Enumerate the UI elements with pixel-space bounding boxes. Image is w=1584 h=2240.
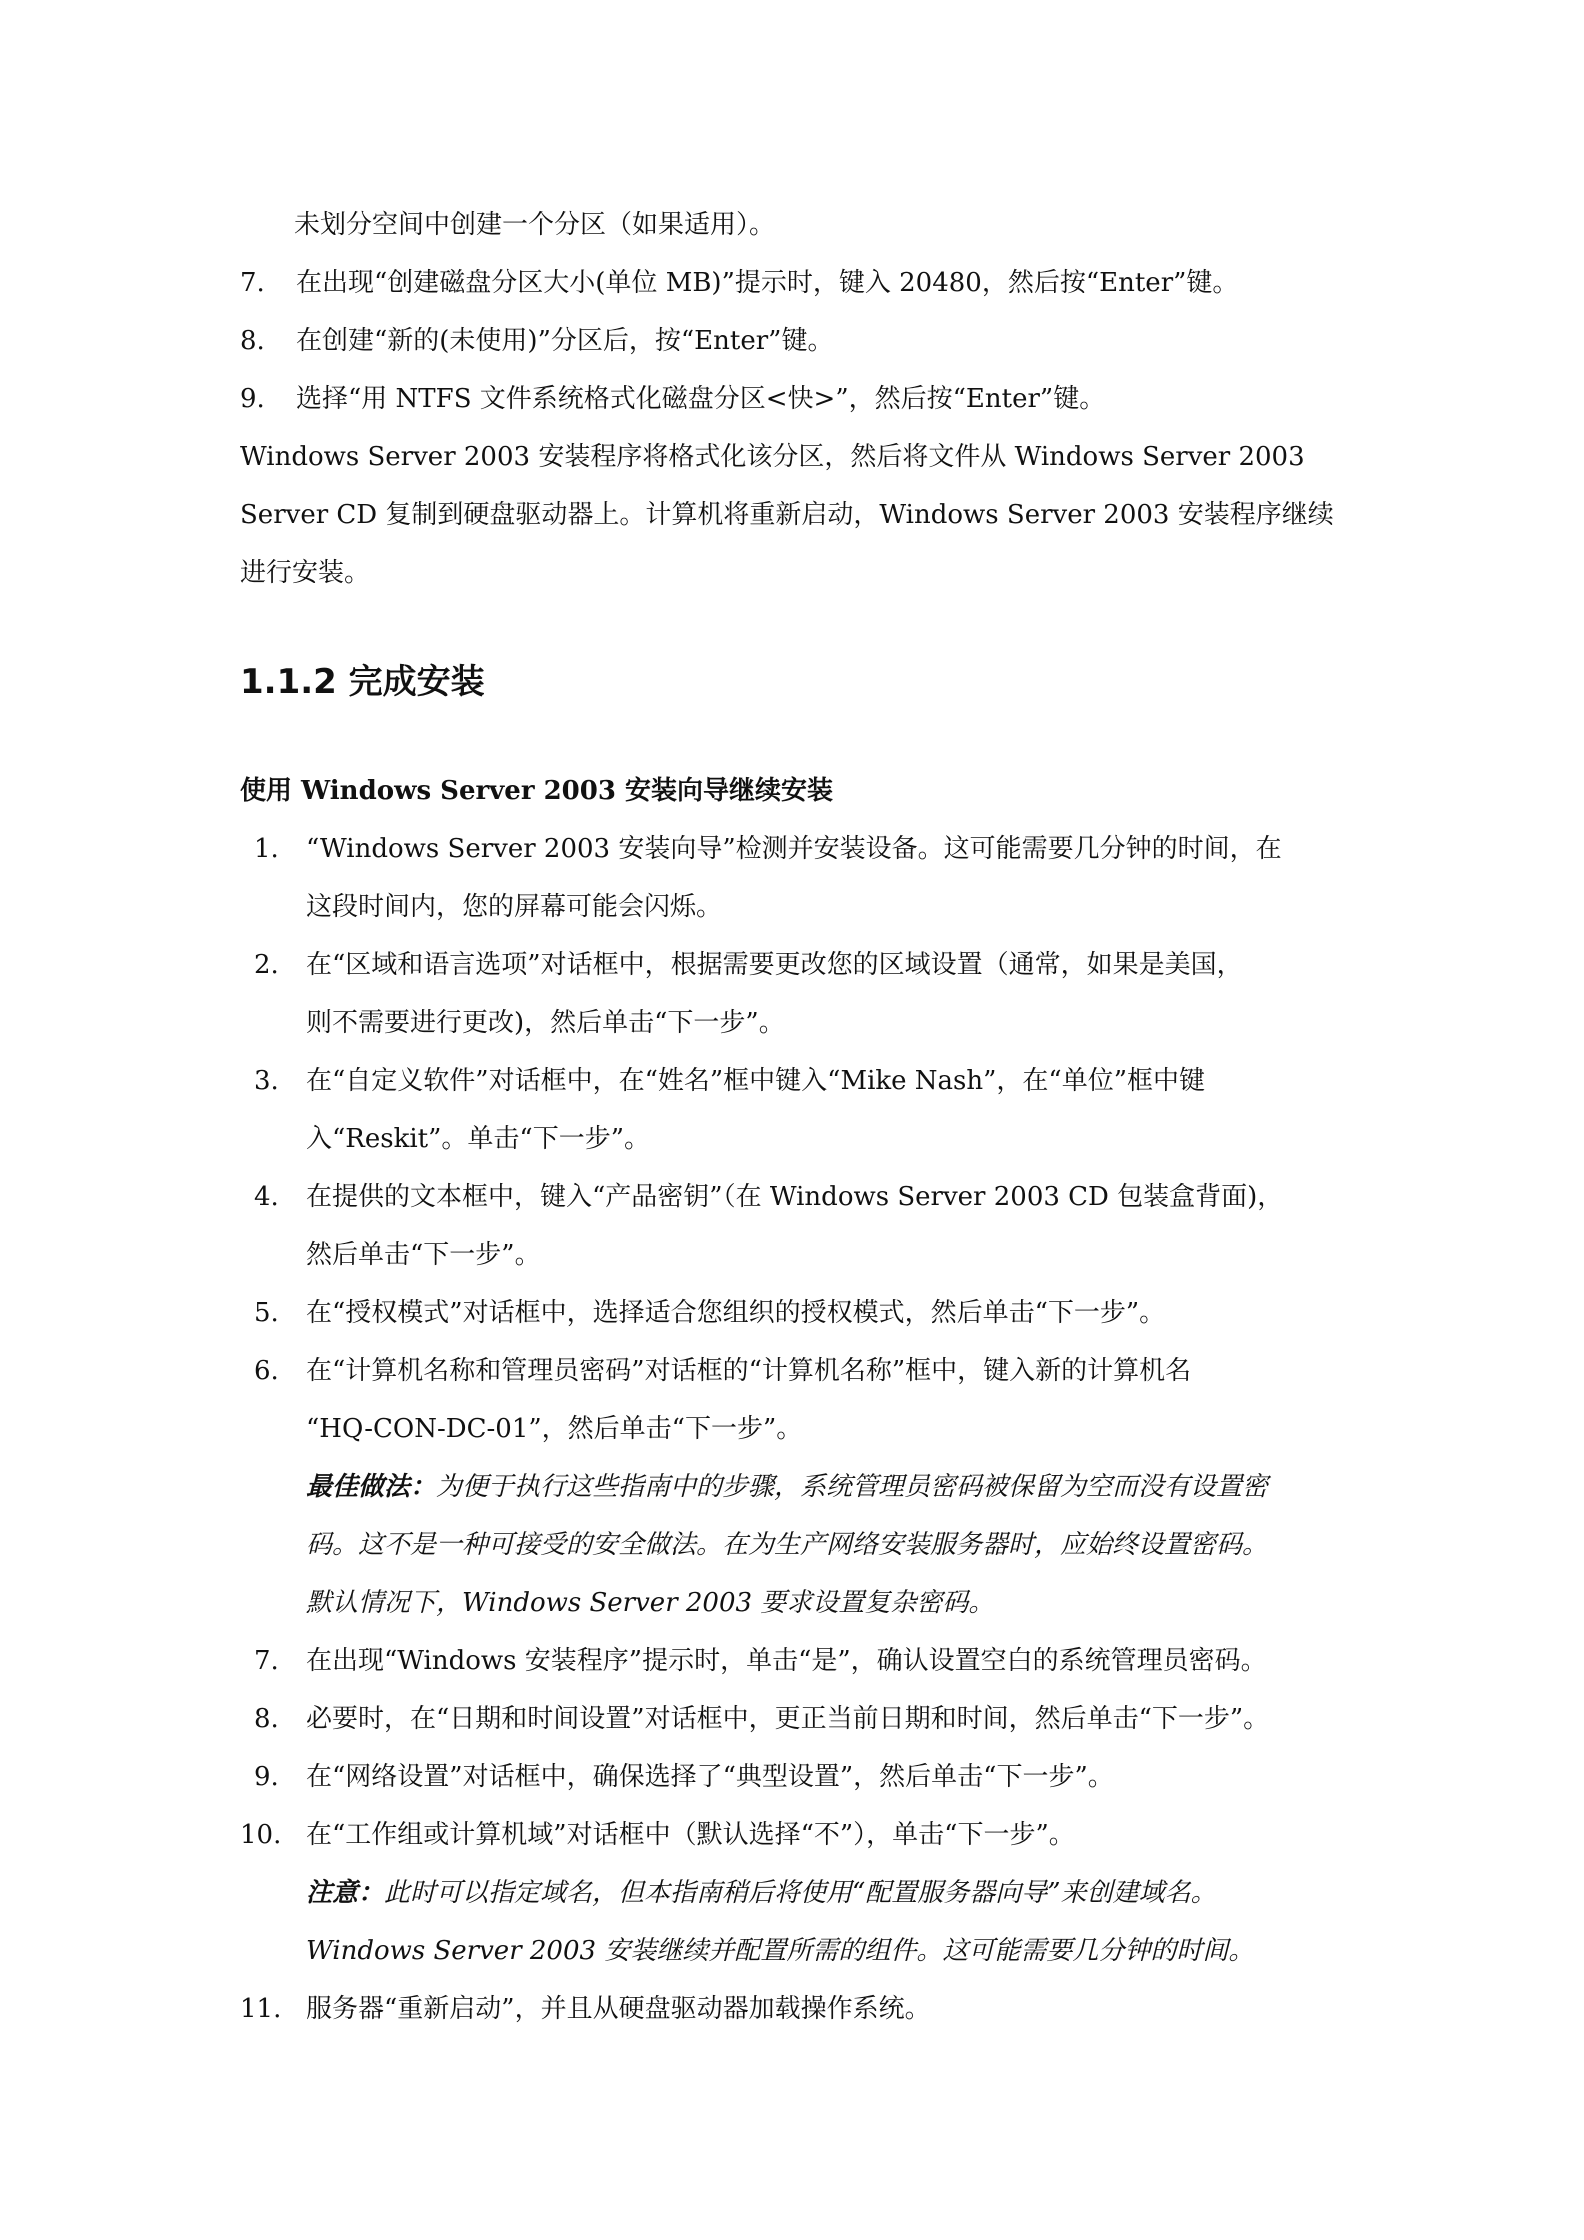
list-number: 8. xyxy=(254,1704,279,1734)
list-text: 服务器“重新启动”，并且从硬盘驱动器加载操作系统。 xyxy=(306,1994,931,2024)
list-number: 1. xyxy=(254,834,279,864)
list-text-continuation: 则不需要进行更改)，然后单击“下一步”。 xyxy=(306,1008,785,1038)
list-number: 9. xyxy=(254,1762,279,1792)
list-text: 在创建“新的(未使用)”分区后，按“Enter”键。 xyxy=(296,326,834,356)
list-text: 在“自定义软件”对话框中，在“姓名”框中键入“Mike Nash”，在“单位”框中键 xyxy=(306,1066,1206,1096)
list-number: 7. xyxy=(240,268,265,298)
note-text: Windows Server 2003 安装继续并配置所需的组件。这可能需要几分钟的时间。 xyxy=(306,1936,1255,1966)
best-practice-text: 码。这不是一种可接受的安全做法。在为生产网络安装服务器时，应始终设置密码。 xyxy=(306,1530,1269,1560)
list-number: 11. xyxy=(240,1994,282,2024)
paragraph-line: 进行安装。 xyxy=(240,558,371,588)
list-number: 3. xyxy=(254,1066,279,1096)
list-text: 在“计算机名称和管理员密码”对话框的“计算机名称”框中，键入新的计算机名 xyxy=(306,1356,1192,1386)
list-number: 4. xyxy=(254,1182,279,1212)
paragraph-line: Server CD 复制到硬盘驱动器上。计算机将重新启动，Windows Server 2003 安装程序继续 xyxy=(240,500,1334,530)
list-number: 10. xyxy=(240,1820,282,1850)
note-text: 此时可以指定域名，但本指南稍后将使用“配置服务器向导”来创建域名。 xyxy=(384,1878,1217,1908)
list-text-continuation: 这段时间内，您的屏幕可能会闪烁。 xyxy=(306,892,723,922)
best-practice-text: 默认情况下，Windows Server 2003 要求设置复杂密码。 xyxy=(306,1588,995,1618)
list-number: 6. xyxy=(254,1356,279,1386)
paragraph-line: Windows Server 2003 安装程序将格式化该分区，然后将文件从 Windows Server 2003 xyxy=(240,442,1305,472)
section-heading: 1.1.2 完成安装 xyxy=(240,662,485,702)
list-number: 9. xyxy=(240,384,265,414)
list-text: 在“区域和语言选项”对话框中，根据需要更改您的区域设置（通常，如果是美国， xyxy=(306,950,1243,980)
paragraph-line: 未划分空间中创建一个分区（如果适用）。 xyxy=(294,210,776,240)
list-text-continuation: 然后单击“下一步”。 xyxy=(306,1240,541,1270)
best-practice-note xyxy=(306,1458,1426,1516)
subheading: 使用 Windows Server 2003 安装向导继续安装 xyxy=(240,776,833,806)
best-practice-label: 最佳做法： xyxy=(306,1472,437,1502)
list-text: “Windows Server 2003 安装向导”检测并安装设备。这可能需要几分钟的时间，在 xyxy=(306,834,1282,864)
note-label: 注意： xyxy=(306,1878,385,1908)
list-text: 选择“用 NTFS 文件系统格式化磁盘分区<快>”，然后按“Enter”键。 xyxy=(296,384,1106,414)
list-number: 2. xyxy=(254,950,279,980)
list-text: 在出现“创建磁盘分区大小(单位 MB)”提示时，键入 20480，然后按“Enter”键。 xyxy=(296,268,1239,298)
list-text: 在出现“Windows 安装程序”提示时，单击“是”，确认设置空白的系统管理员密码。 xyxy=(306,1646,1267,1676)
list-text-continuation: 入“Reskit”。单击“下一步”。 xyxy=(306,1124,650,1154)
list-number: 5. xyxy=(254,1298,279,1328)
best-practice-text: 为便于执行这些指南中的步骤，系统管理员密码被保留为空而没有设置密 xyxy=(436,1472,1269,1502)
list-number: 7. xyxy=(254,1646,279,1676)
list-text: 在“工作组或计算机域”对话框中（默认选择“不”），单击“下一步”。 xyxy=(306,1820,1075,1850)
list-text-continuation: “HQ-CON-DC-01”，然后单击“下一步”。 xyxy=(306,1414,803,1444)
note xyxy=(306,1864,1426,1922)
list-text: 必要时，在“日期和时间设置”对话框中，更正当前日期和时间，然后单击“下一步”。 xyxy=(306,1704,1270,1734)
list-number: 8. xyxy=(240,326,265,356)
list-text: 在提供的文本框中，键入“产品密钥”（在 Windows Server 2003 CD 包装盒背面)， xyxy=(306,1182,1284,1212)
list-text: 在“网络设置”对话框中，确保选择了“典型设置”，然后单击“下一步”。 xyxy=(306,1762,1114,1792)
list-text: 在“授权模式”对话框中，选择适合您组织的授权模式，然后单击“下一步”。 xyxy=(306,1298,1166,1328)
